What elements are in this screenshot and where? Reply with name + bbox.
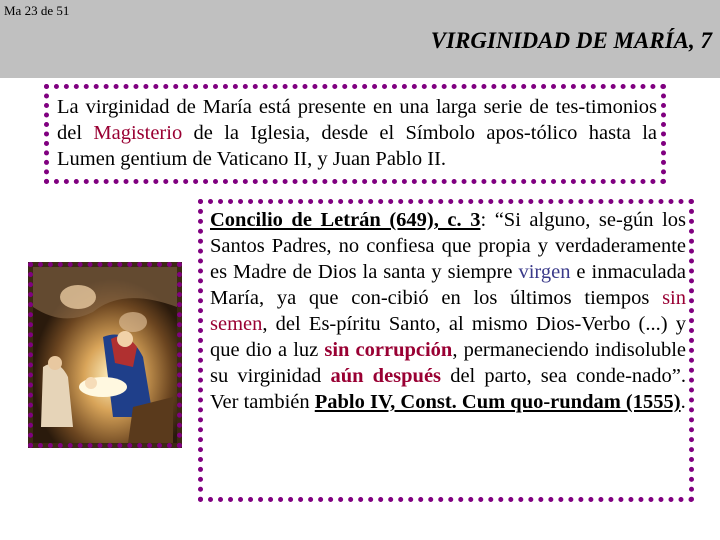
quote-text-4: , permaneciendo indisoluble su virginidad (210, 339, 686, 387)
nativity-painting-icon (28, 262, 182, 448)
intro-text (57, 94, 657, 172)
quote-text-3: , del Es-píritu Santo, al mismo Dios-Verbo (...) y que dio a luz (210, 313, 686, 361)
quote-text-1: : “Si alguno, se-gún los Santos Padres, no confiesa que propia y verdaderamente es Madre de Dios la santa y siempre (210, 209, 687, 283)
quote-text-5: del parto, sea conde-nado”. Ver también (210, 365, 686, 413)
aun-despues-highlight: aún después (330, 365, 442, 387)
intro-text-2: de la Iglesia, desde el Símbolo apos-tólico hasta la Lumen gentium de Vaticano II, y Juan Pablo II. (57, 122, 658, 170)
magisterio-highlight: Magisterio (93, 122, 183, 144)
council-heading: Concilio de Letrán (649), c. 3 (210, 209, 481, 231)
quote-text-6: . (680, 391, 686, 413)
quote-text (210, 207, 686, 415)
sin-semen-highlight: sin semen (210, 287, 686, 335)
slide-counter: Ma 23 de 51 (4, 3, 70, 18)
intro-text-1: La virginidad de María está presente en una larga serie de tes-timonios del (57, 96, 657, 144)
reference-link: Pablo IV, Const. Cum quo-rundam (1555) (314, 391, 681, 413)
slide-title: VIRGINIDAD DE MARÍA, 7 (430, 28, 712, 53)
quote-box (198, 199, 694, 502)
painting-svg (33, 267, 177, 443)
header-bar (0, 0, 720, 78)
sin-corrupcion-highlight: sin corrupción (324, 339, 453, 361)
quote-text-2: e inmaculada María, ya que con-cibió en los últimos tiempos (210, 261, 686, 309)
intro-box (44, 84, 666, 184)
virgen-highlight: virgen (518, 261, 571, 283)
